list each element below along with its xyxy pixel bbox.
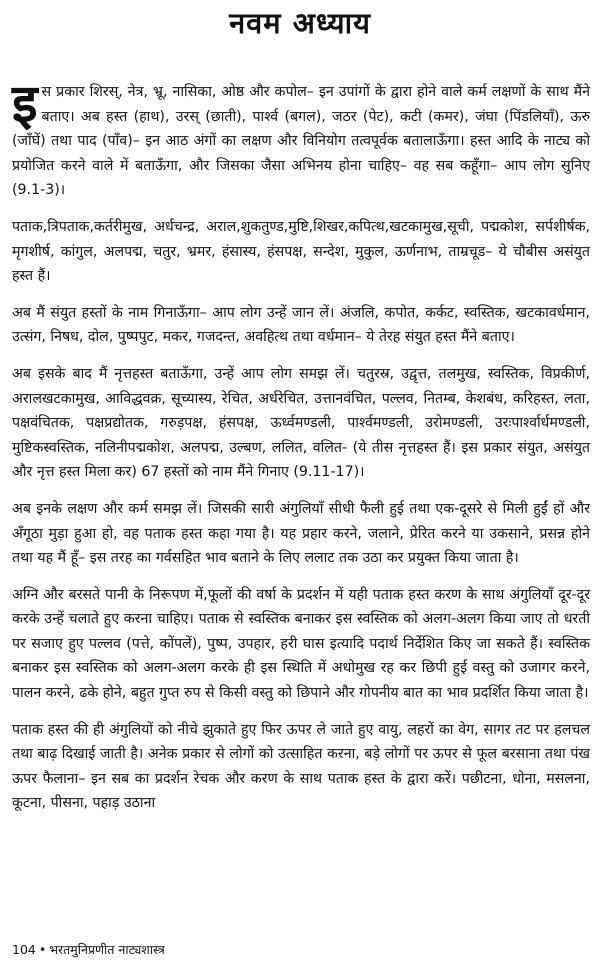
footer-separator: • bbox=[38, 942, 47, 957]
paragraph-6: अग्नि और बरसते पानी के निरूपण में,फूलों की वर्षा के प्रदर्शन में यही पताक हस्त करण के साथ अंगुलियाँ दूर-दूर करके उन्हें चलाते हुए करना चाहिए। पताक से स्वस्तिक बनाकर इस स्वस्तिक को अलग-अलग किया जाए तो धरती पर सजाए हुए पल्लव (पत्ते, कोंपलें), पुष्प, उपहार, हरी घास इत्यादि पदार्थ निर्देशित किए जा सकते हैं। स्वस्तिक बनाकर इस स्वस्तिक को अलग-अलग करके ही इस स्थिति में अधोमुख रह कर छिपी हुई वस्तु को उजागर करने, पालन करने, ढके होने, बहुत गुप्त रुप से किसी वस्तु को छिपाने और गोपनीय बात का भाव प्रदर्शित किया जाता है। bbox=[12, 586, 590, 702]
page-number: 104 bbox=[12, 942, 36, 957]
body-text bbox=[12, 74, 590, 828]
drop-cap: इ bbox=[12, 74, 38, 134]
paragraph-7: पताक हस्त की ही अंगुलियों को नीचे झुकाते हुए फिर ऊपर ले जाते हुए वायु, लहरों का वेग, सागर तट पर हलचल तथा बाढ़ दिखाई जाती है। अनेक प्रकार से लोगों को उत्साहित करना, बड़े लोगों पर ऊपर से फूल बरसाना तथा पंख ऊपर फैलाना– इन सब का प्रदर्शन रेचक और करण के साथ पताक हस्त के द्वारा करें। पछीटना, धोना, मसलना, कूटना, पीसना, पहाड़ उठाना bbox=[12, 721, 590, 812]
paragraph-1-text: स प्रकार शिरस्, नेत्र, भ्रू, नासिका, ओष्ठ और कपोल– इन उपांगों के द्वारा होने वाले कर्म लक्षणों के साथ मैंने बताए। अब हस्त (हाथ), उरस् (छाती), पार्श्व (बगल), जठर (पेट), कटी (कमर), जंघा (पिंडलियाँ), ऊरु (जाँघें) तथा पाद (पाँव)– इन आठ अंगों का लक्षण और विनियोग तत्वपूर्वक बतालाऊँगा। हस्त आदि के नाट्य को प्रयोजित करने वाले में बताऊँगा, और जिसका जैसा अभिनय होना चाहिए– वह सब कहूँगा– आप लोग सुनिए (9.1-3)। bbox=[12, 84, 590, 199]
paragraph-5: अब इनके लक्षण और कर्म समझ लें। जिसकी सारी अंगुलियाँ सीधी फैली हुई तथा एक-दूसरे से मिली हुईं हों और अँगूठा मुड़ा हुआ हो, वह पताक हस्त कहा गया है। यह प्रहार करने, जलाने, प्रेरित करने या उकसाने, प्रसन्न होने तथा यह मैं हूँ– इस तरह का गर्वसहित भाव बताने के लिए ललाट तक उठा कर प्रयुक्त किया जाता है। bbox=[12, 500, 590, 567]
paragraph-2: पताक,त्रिपताक,कर्तरीमुख, अर्धचन्द्र, अराल,शुकतुण्ड,मुष्टि,शिखर,कपित्थ,खटकामुख,सूची, पद्मकोश, सर्पशीर्षक, मृगशीर्ष, कांगुल, अलपद्म, चतुर, भ्रमर, हंसास्य, हंसपक्ष, सन्देश, मुकुल, ऊर्णनाभ, ताम्रचूड– ये चौबीस असंयुत हस्त हैं। bbox=[12, 218, 590, 285]
page-footer bbox=[12, 942, 165, 958]
paragraph-4: अब इसके बाद मैं नृत्तहस्त बताऊँगा, उन्हें आप लोग समझ लें। चतुरस्र, उद्वृत्त, तलमुख, स्वस्तिक, विप्रकीर्ण, अरालखटकामुख, आविद्धवक्र, सूच्यास्य, रेचित, अर्धरेचित, उत्तानवंचित, पल्लव, नितम्ब, केशबंध, करिहस्त, लता, पक्षवंचितक, पक्षप्रद्योतक, गरुड़पक्ष, हंसपक्ष, ऊर्ध्वमण्डली, पार्श्वमण्डली, उरोमण्डली, उरःपार्श्वार्धमण्डली, मुष्टिकस्वस्तिक, नलिनीपद्मकोश, अलपद्म, उल्बण, ललित, वलित- (ये तीस नृत्तहस्त हैं। इस प्रकार संयुत, असंयुत और नृत्त हस्त मिला कर) 67 हस्तों को नाम मैंने गिनाए (9.11-17)। bbox=[12, 365, 590, 481]
paragraph-3: अब मैं संयुत हस्तों के नाम गिनाऊँगा– आप लोग उन्हें जान लें। अंजलि, कपोत, कर्कट, स्वस्तिक, खटकावर्धमान, उत्संग, निषध, दोल, पुष्पपुट, मकर, गजदन्त, अवहित्थ तथा वर्धमान– ये तेरह संयुत हस्त मैंने बताए। bbox=[12, 304, 590, 346]
paragraph-1 bbox=[12, 74, 590, 203]
book-title: भरतमुनिप्रणीत नाट्यशास्त्र bbox=[49, 942, 165, 957]
chapter-title: नवम अध्याय bbox=[229, 6, 371, 40]
